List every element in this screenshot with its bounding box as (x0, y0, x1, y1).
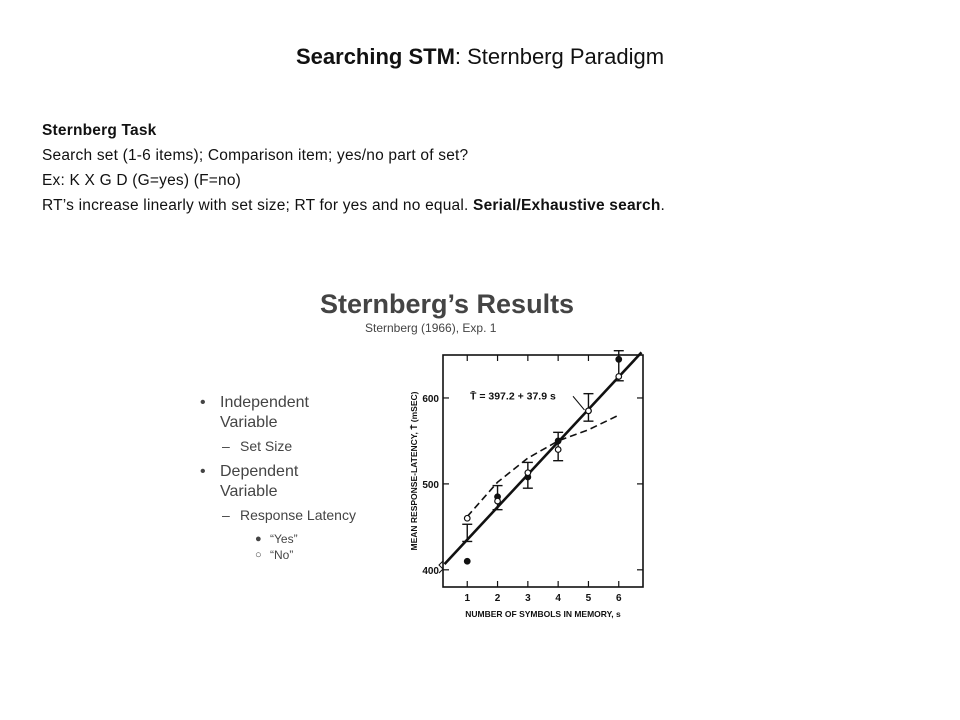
bullet-dependent-line2: Variable (220, 483, 278, 500)
annotation-arrow (573, 396, 584, 410)
no-point-3 (555, 447, 561, 453)
results-figure (190, 285, 700, 645)
legend-yes-label: “Yes” (270, 532, 298, 546)
slide-title-bold: Searching STM (295, 44, 455, 69)
no-point-5 (616, 374, 622, 380)
body-line-3-end: . (660, 197, 666, 214)
body-line-1: Search set (1-6 items); Comparison item; yes/no part of set? (42, 147, 469, 164)
task-heading: Sternberg Task (42, 122, 157, 139)
bullet-independent-line1: Independent (220, 394, 309, 411)
dashed-trend-line (467, 415, 619, 516)
no-point-4 (586, 408, 592, 414)
figure-bullets (200, 393, 356, 563)
yes-point-5 (616, 356, 622, 362)
slide-body (42, 118, 922, 218)
no-point-0 (464, 515, 470, 521)
fit-line (445, 352, 642, 564)
fit-equation-label: T̄ = 397.2 + 37.9 s (470, 390, 556, 403)
figure-title: Sternberg’s Results (320, 289, 575, 319)
y-tick-label-2: 600 (422, 393, 439, 405)
slide-title (0, 44, 960, 70)
body-line-3 (42, 193, 922, 218)
latency-chart (405, 347, 665, 642)
x-axis-label: NUMBER OF SYMBOLS IN MEMORY, s (465, 609, 621, 619)
yes-point-3 (555, 438, 561, 444)
x-tick-label-5: 6 (615, 593, 622, 604)
x-tick-label-0: 1 (464, 593, 471, 604)
no-point-1 (495, 498, 501, 504)
bullet-independent (200, 393, 356, 433)
legend-yes (200, 531, 356, 547)
yes-point-0 (464, 558, 470, 564)
legend-yes-icon: ● (255, 533, 262, 545)
x-tick-label-1: 2 (494, 593, 501, 604)
bullet-dependent (200, 462, 356, 502)
bullet-set-size: – Set Size (200, 436, 356, 456)
bullet-dependent-line1: Dependent (220, 463, 299, 480)
y-axis-label: MEAN RESPONSE-LATENCY, T̄ (mSEC) (409, 391, 419, 551)
legend-no-label: “No” (270, 548, 294, 562)
slide-title-rest: : Sternberg Paradigm (454, 44, 665, 69)
x-tick-label-2: 3 (525, 593, 531, 604)
body-line-3-bold: Serial/Exhaustive search (473, 197, 661, 214)
bullet-independent-line2: Variable (220, 414, 278, 431)
x-tick-label-3: 4 (555, 593, 561, 604)
legend-no (200, 547, 356, 563)
legend-no-icon: ○ (255, 549, 262, 561)
bullet-response-latency: – Response Latency (200, 505, 356, 525)
body-line-3-plain: RT’s increase linearly with set size; RT for yes and no equal. (42, 197, 474, 214)
body-line-2: Ex: K X G D (G=yes) (F=no) (42, 172, 241, 189)
figure-subtitle: Sternberg (1966), Exp. 1 (365, 321, 497, 335)
no-point-2 (525, 470, 531, 476)
x-tick-label-4: 5 (585, 593, 592, 604)
y-tick-label-0: 400 (422, 565, 439, 577)
y-tick-label-1: 500 (422, 479, 439, 491)
